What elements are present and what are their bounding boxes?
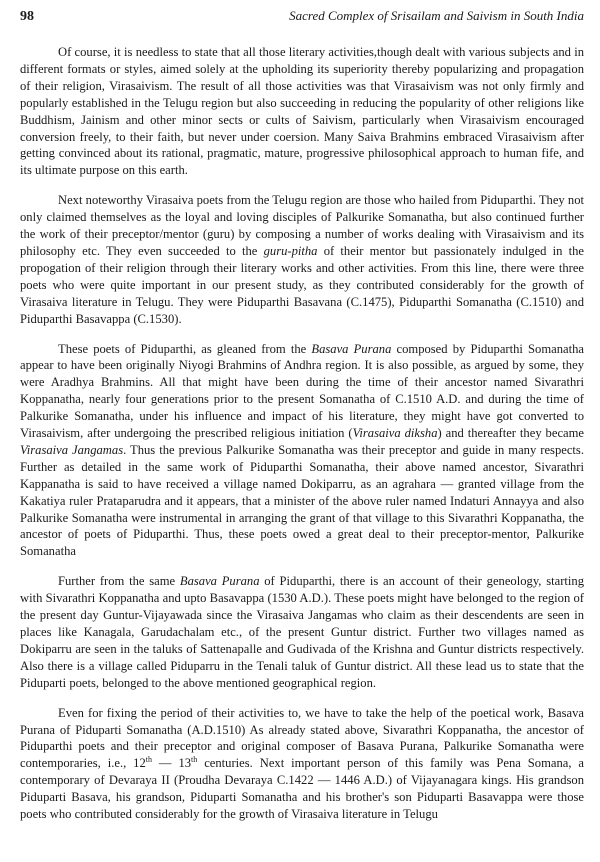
italic-term: guru-pitha <box>263 243 318 258</box>
paragraph-4 <box>20 573 584 691</box>
text-run: composed by Piduparthi Somanatha appear to have been originally Niyogi Brahmins of Andhra region. It is also possible, as argued by some, they were Aradhya Brahmins. All that might have been during the time of their ancestor named Sivarathri Koppanatha, nearly four generations prior to the present Somanatha of C.1510 A.D. and during the time of Palkurike Somanatha, under his influence and impact of his literature, they might have got converted to Virasaivism, after undergoing the prescribed religious initiation ( <box>20 341 585 441</box>
italic-term: Basava Purana <box>179 574 260 589</box>
superscript: th <box>145 755 152 765</box>
text-run: centuries. Next important person of this family was Pena Somana, a contemporary of Devaraya II (Proudha Devaraya C.1422 — 1446 A.D.) of Vijayanagara kings. His grandson Piduparti Basava, his grandson, Piduparti Somanatha and his brother's son Piduparti Basavappa were those poets who contributed considerably for the growth of Virasaiva literature in Telugu <box>20 756 585 822</box>
text-run: . Thus the previous Palkurike Somanatha was their preceptor and guide in many respects. Further as detailed in the same work of Piduparthi Somanatha, their above named ancestor, Sivarathri Kappanatha is said to have received a village named Dokiparru, as an agrahara — granted village from the Kakatiya ruler Prataparudra and it appears, that a minister of the above ruler named Indaturi Annayya and also Palkurike Somanatha were instrumental in arranging the grant of that village to this Sivarathri Koppanatha, the ancestor of poets of Piduparthi. Thus, these poets owed a great deal to their preceptor-mentor, Palkurike Somanatha <box>20 442 584 559</box>
text-run: of Piduparthi, there is an account of their geneology, starting with Sivarathri Koppanatha and upto Basavappa (1530 A.D.). These poets might have belonged to the region of the present day Guntur-Vijayawada since the Virasaiva Jangamas who claim as their descendents are seen in places like Kanagala, Garudachalam etc., of the present Guntur district. Further two villages named as Dokiparru are seen in the taluks of Sattenapalle and Gudivada of the Krishna and Guntur districts respectively. Also there is a village called Piduparru in the Tenali taluk of Guntur district. All these lead us to state that the Piduparti poets, belonged to the above mentioned geographical region. <box>20 574 584 690</box>
text-run: Next noteworthy Virasaiva poets from the Telugu region are those who hailed from Piduparthi. They not only claimed themselves as the loyal and loving disciples of Palkurike Somanatha, but also continued further the work of their preceptor/mentor (guru) by composing a number of works dealing with Virasaivism and its philosophy etc. They even succeeded to the <box>20 193 584 258</box>
italic-term: Basava Purana <box>311 341 392 356</box>
italic-term: Virasaiva Jangamas <box>20 442 124 457</box>
page-header <box>20 8 584 30</box>
text-run: of their mentor but passionately indulged in the propogation of their religion through their literary works and other activities. From this line, there were three poets who were quite important in our present study, as they contributed considerably for the growth of Virasaiva literature in Telugu. They were Piduparthi Basavana (C.1475), Piduparthi Somanatha (C.1510) and Piduparthi Basavappa (C.1530). <box>20 243 584 326</box>
text-run: — 13 <box>152 756 192 771</box>
paragraph-3 <box>20 341 584 561</box>
paragraph-5 <box>20 705 584 823</box>
text-run: Further from the same <box>58 574 180 589</box>
paragraph-1 <box>20 44 584 179</box>
text-run: Of course, it is needless to state that all those literary activities,though dealt with various subjects and in different formats or styles, aimed solely at the upholding its superiority thereby popularizing and propagation of their religion, Virasaivism. The result of all those activities was that Virasaivism was not only firmly and popularly established in the Telugu region but also succeeding in reducing the popularity of other religions like Buddhism, Jainism and other minor sects or cults of Saivism, particularly when Virasaivism encouraged conversion freely, to their faith, but never under coersion. Many Saiva Brahmins embraced Virasaivism after getting convinced about its rational, pragmatic, mature, progressive philosophical approach to human fife, and its ultimate purpose on this earth. <box>20 45 584 178</box>
page-body <box>20 44 584 823</box>
text-run: These poets of Piduparthi, as gleaned from the <box>58 341 312 356</box>
paragraph-2 <box>20 192 584 327</box>
text-run: ) and thereafter they became <box>437 426 585 441</box>
text-run: Even for fixing the period of their activities to, we have to take the help of the poetical work, Basava Purana of Piduparti Somanatha (A.D.1510) As already stated above, Sivarathri Koppanatha, the ancestor of Piduparthi poets and their preceptor and original composer of Basava Purana, Palkurike Somanatha were contemporaries, i.e., 12 <box>20 705 584 771</box>
page-number: 98 <box>20 9 34 24</box>
italic-term: Virasaiva diksha <box>352 426 438 441</box>
running-title: Sacred Complex of Srisailam and Saivism in South India <box>289 8 584 23</box>
superscript: th <box>191 755 198 765</box>
